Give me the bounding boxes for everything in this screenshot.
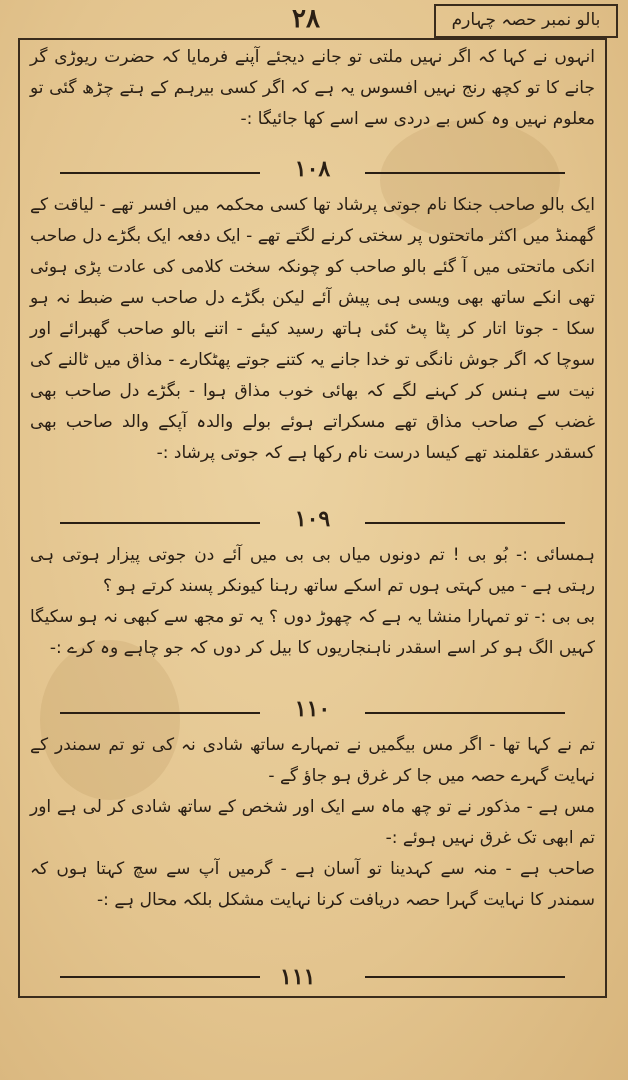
anecdote-divider: [60, 156, 565, 184]
divider-line: [60, 172, 260, 174]
anecdote-108: [30, 190, 595, 469]
paragraph: مس ہے - مذکور نے تو چھ ماہ سے ایک اور شخص کے ساتھ شادی کر لی ہے اور تم ابھی تک غرق نہیں ہوئے :-: [30, 797, 595, 848]
anecdote-continuation: [30, 42, 595, 135]
divider-line: [60, 976, 260, 978]
paragraph: انہوں نے کہا کہ اگر نہیں ملتی تو جانے دیجئے آپنے فرمایا کہ حضرت ریوڑی گر جانے کا تو کچھ رنج نہیں افسوس یہ ہے کہ اگر کسی بیرہم کے ہتے چڑھ گئی تو معلوم نہیں وہ کس بے دردی سے اسے کھا جائیگا :-: [30, 47, 595, 129]
divider-line: [60, 712, 260, 714]
divider-line: [365, 172, 565, 174]
page-header: [0, 0, 628, 40]
divider-line: [365, 712, 565, 714]
next-anecdote-number: ۱۱۱: [280, 964, 316, 990]
anecdote-number: ۱۱۰: [294, 696, 331, 722]
anecdote-109: [30, 540, 595, 664]
paragraph: بی بی :- تو تمہارا منشا یہ ہے کہ چھوڑ دوں ؟ یہ تو مجھ سے کبھی نہ ہو سکیگا کہیں الگ ہو کر اسے اسقدر ناہنجاریوں کا بیل کر دوں کہ جو چاہے وہ کرے :-: [30, 607, 595, 658]
anecdote-number: ۱۰۸: [294, 156, 331, 182]
anecdote-number: ۱۰۹: [294, 506, 331, 532]
page-number: ۲۸: [292, 4, 320, 34]
paragraph: صاحب ہے - منہ سے کہدینا تو آسان ہے - گرمیں آپ سے سچ کہتا ہوں کہ سمندر کا نہایت گہرا حصہ دریافت کرنا نہایت مشکل بلکہ محال ہے :-: [30, 859, 595, 910]
anecdote-110: [30, 730, 595, 916]
divider-line: [365, 522, 565, 524]
paragraph: ایک بالو صاحب جنکا نام جوتی پرشاد تھا کسی محکمہ میں افسر تھے - لیاقت کے گھمنڈ میں اکثر ماتحتوں پر سختی کرنے لگتے تھے - ایک دفعہ ایک بگڑے دل صاحب انکی ماتحتی میں آ گئے بالو صاحب کو چونکہ سخت کلامی کی عادت پڑی ہوئی تھی انکے ساتھ بھی ویسی ہی پیش آئے لیکن بگڑے دل صاحب سے ضبط نہ ہو سکا - جوتا اتار کر پٹا پٹ کئی ہاتھ رسید کیئے - اتنے بالو صاحب گھبرائے اور سوچا کہ اگر جوش نانگی تو خدا جانے یہ کتنے جوتے پھٹکارے - مذاق میں ٹالنے کی نیت سے ہنس کر کہنے لگے کہ بھائی خوب مذاق ہوا - بگڑے دل صاحب بھی غضب کے صاحب مذاق تھے مسکراتے ہوئے بولے والدہ آپکے والد صاحب بھی کسقدر عقلمند تھے کیسا درست نام رکھا ہے کہ جوتی پرشاد :-: [30, 195, 595, 463]
anecdote-divider: [60, 696, 565, 724]
paragraph: تم نے کہا تھا - اگر مس بیگمیں نے تمہارے ساتھ شادی نہ کی تو تم سمندر کے نہایت گہرے حصہ میں جا کر غرق ہو جاؤ گے -: [30, 735, 595, 786]
anecdote-divider: [60, 506, 565, 534]
running-title: بالو نمبر حصہ چہارم: [434, 4, 618, 38]
paragraph: ہمسائی :- بُو بی ! تم دونوں میاں بی بی میں آئے دن جوتی پیزار ہوتی ہی رہتی ہے - میں کہتی ہوں تم اسکے ساتھ رہنا کیونکر پسند کرتے ہو ؟: [30, 545, 595, 596]
divider-line: [60, 522, 260, 524]
divider-line: [365, 976, 565, 978]
